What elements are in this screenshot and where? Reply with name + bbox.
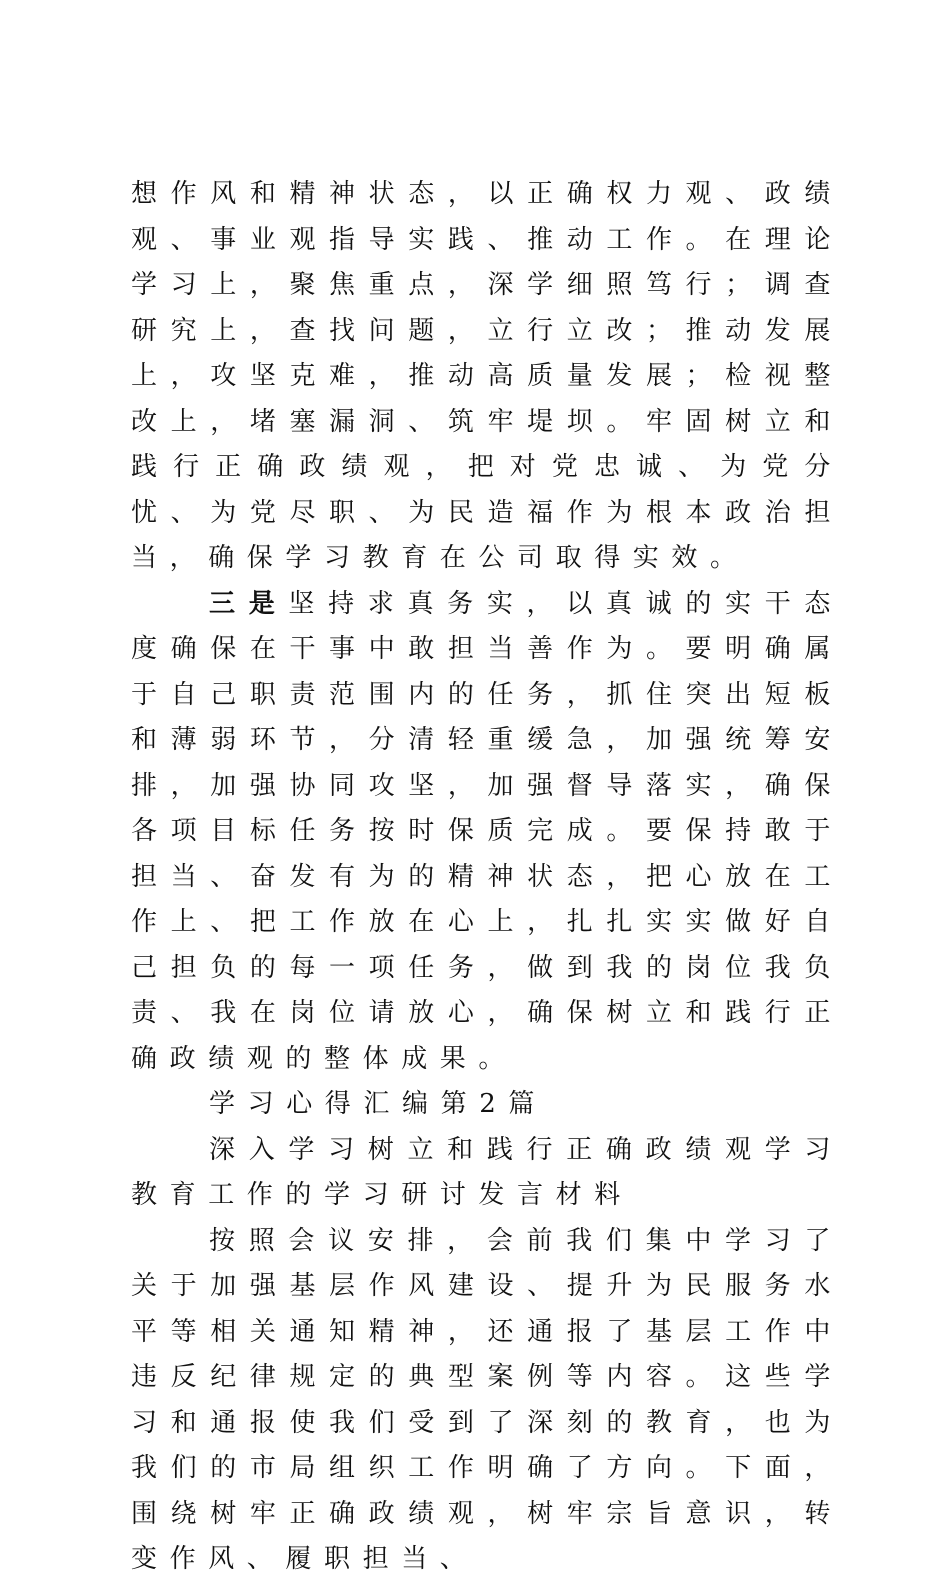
paragraph-point-three (131, 582, 843, 1083)
paragraph-text: 想作风和精神状态，以正确权力观、政绩观、事业观指导实践、推动工作。在理论学习上，聚焦重点，深学细照笃行；调查研究上，查找问题，立行立改；推动发展上，攻坚克难，推动高质量发展；检视整改上，堵塞漏洞、筑牢堤坝。牢固树立和践行正确政绩观，把对党忠诚、为党分忧、为党尽职、为民造福作为根本政治担当，确保学习教育在公司取得实效。 (131, 179, 843, 573)
article-title (131, 1128, 843, 1219)
paragraph-continuation (131, 172, 843, 582)
paragraph-lead-bold: 三是 (209, 588, 289, 619)
section-heading-text: 学习心得汇编第2篇 (209, 1089, 547, 1119)
paragraph-body (131, 1219, 843, 1583)
paragraph-text: 按照会议安排，会前我们集中学习了关于加强基层作风建设、提升为民服务水平等相关通知精神，还通报了基层工作中违反纪律规定的典型案例等内容。这些学习和通报使我们受到了深刻的教育，也为我们的市局组织工作明确了方向。下面，围绕树牢正确政绩观，树牢宗旨意识，转变作风、履职担当、 (131, 1225, 843, 1574)
document-page (131, 172, 843, 1583)
section-heading (131, 1082, 843, 1128)
article-title-text: 深入学习树立和践行正确政绩观学习教育工作的学习研讨发言材料 (131, 1134, 843, 1210)
paragraph-text: 坚持求真务实，以真诚的实干态度确保在干事中敢担当善作为。要明确属于自己职责范围内的任务，抓住突出短板和薄弱环节，分清轻重缓急，加强统筹安排，加强协同攻坚，加强督导落实，确保各项目标任务按时保质完成。要保持敢于担当、奋发有为的精神状态，把心放在工作上、把工作放在心上，扎扎实实做好自己担负的每一项任务，做到我的岗位我负责、我在岗位请放心，确保树立和践行正确政绩观的整体成果。 (131, 588, 843, 1074)
